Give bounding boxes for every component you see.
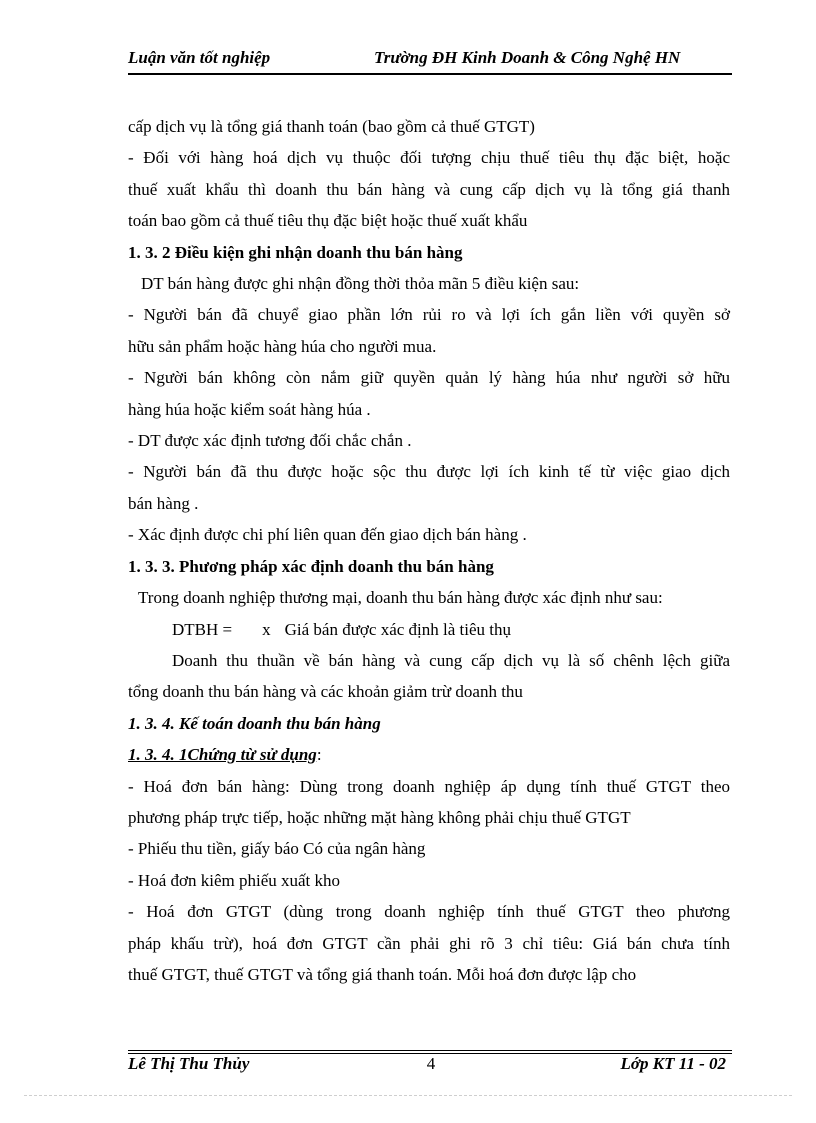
formula-left: DTBH = <box>172 619 233 639</box>
header-thesis-label: Luận văn tốt nghiệp <box>128 48 271 67</box>
paragraph-line: phương pháp trực tiếp, hoặc những mặt hàng không phải chịu thuế GTGT <box>128 807 631 827</box>
paragraph-line: hữu sản phẩm hoặc hàng húa cho người mua. <box>128 336 437 356</box>
paragraph-line: - Xác định được chi phí liên quan đến giao dịch bán hàng . <box>128 525 527 545</box>
paragraph-line: cấp dịch vụ là tổng giá thanh toán (bao gồm cả thuế GTGT) <box>128 117 535 136</box>
page-body <box>128 111 730 990</box>
revenue-formula <box>128 614 730 645</box>
heading-1-3-4-1-colon: : <box>316 745 322 765</box>
paragraph-line: - Người bán đã thu được hoặc sộc thu được lợi ích kinh tế từ việc giao dịch <box>128 462 730 482</box>
paragraph-line: tổng doanh thu bán hàng và các khoản giảm trừ doanh thu <box>128 682 523 702</box>
page-header <box>128 48 730 74</box>
paragraph-line: - Hoá đơn GTGT (dùng trong doanh nghiệp tính thuế GTGT theo phương <box>128 902 730 922</box>
footer-divider <box>128 1050 732 1051</box>
paragraph-line: - Hoá đơn kiêm phiếu xuất kho <box>128 870 341 890</box>
paragraph-line: - Người bán đã chuyể giao phần lớn rủi ro và lợi ích gắn liền với quyền sở <box>128 305 730 325</box>
paragraph-line: Doanh thu thuần về bán hàng và cung cấp dịch vụ là số chênh lệch giữa <box>172 650 730 670</box>
paragraph-line: - Hoá đơn bán hàng: Dùng trong doanh nghiệp áp dụng tính thuế GTGT theo <box>128 776 730 796</box>
formula-right: Giá bán được xác định là tiêu thụ <box>284 619 512 639</box>
paragraph-line: pháp khấu trừ), hoá đơn GTGT cần phải ghi rõ 3 chỉ tiêu: Giá bán chưa tính <box>128 933 730 953</box>
header-divider <box>128 73 732 75</box>
section-heading-1-3-3: 1. 3. 3. Phương pháp xác định doanh thu bán hàng <box>128 556 494 576</box>
paragraph-line: - DT được xác định tương đối chắc chắn . <box>128 431 412 451</box>
paragraph-line: DT bán hàng được ghi nhận đồng thời thỏa mãn 5 điều kiện sau: <box>141 274 580 294</box>
section-heading-1-3-4-1 <box>128 739 730 770</box>
section-heading-1-3-4: 1. 3. 4. Kế toán doanh thu bán hàng <box>128 713 381 733</box>
paragraph-line: - Phiếu thu tiền, giấy báo Có của ngân hàng <box>128 839 426 859</box>
paragraph-line: - Đối với hàng hoá dịch vụ thuộc đối tượng chịu thuế tiêu thụ đặc biệt, hoặc <box>128 148 730 168</box>
heading-1-3-4-1-text: 1. 3. 4. 1Chứng từ sử dụng <box>128 745 317 765</box>
paragraph-line: toán bao gồm cả thuế tiêu thụ đặc biệt hoặc thuế xuất khẩu <box>128 211 528 231</box>
page-number: 4 <box>426 1054 436 1073</box>
paragraph-line: thuế xuất khẩu thì doanh thu bán hàng và cung cấp dịch vụ là tổng giá thanh <box>128 179 730 199</box>
paragraph-line: bán hàng . <box>128 493 199 513</box>
formula-multiply: x <box>262 619 271 639</box>
footer-class: Lớp KT 11 - 02 <box>620 1054 726 1073</box>
footer-author: Lê Thị Thu Thủy <box>128 1054 250 1073</box>
paragraph-line: Trong doanh nghiệp thương mại, doanh thu bán hàng được xác định như sau: <box>138 588 663 608</box>
paragraph-line: - Người bán không còn nắm giữ quyền quản lý hàng húa như người sở hữu <box>128 368 730 388</box>
header-university: Trường ĐH Kinh Doanh & Công Nghệ HN <box>374 48 681 67</box>
page-boundary <box>24 1095 792 1096</box>
section-heading-1-3-2: 1. 3. 2 Điều kiện ghi nhận doanh thu bán hàng <box>128 242 463 262</box>
paragraph-line: thuế GTGT, thuế GTGT và tổng giá thanh toán. Mỗi hoá đơn được lập cho <box>128 964 637 984</box>
paragraph-line: hàng húa hoặc kiểm soát hàng húa . <box>128 399 371 419</box>
page-footer <box>128 1054 730 1078</box>
